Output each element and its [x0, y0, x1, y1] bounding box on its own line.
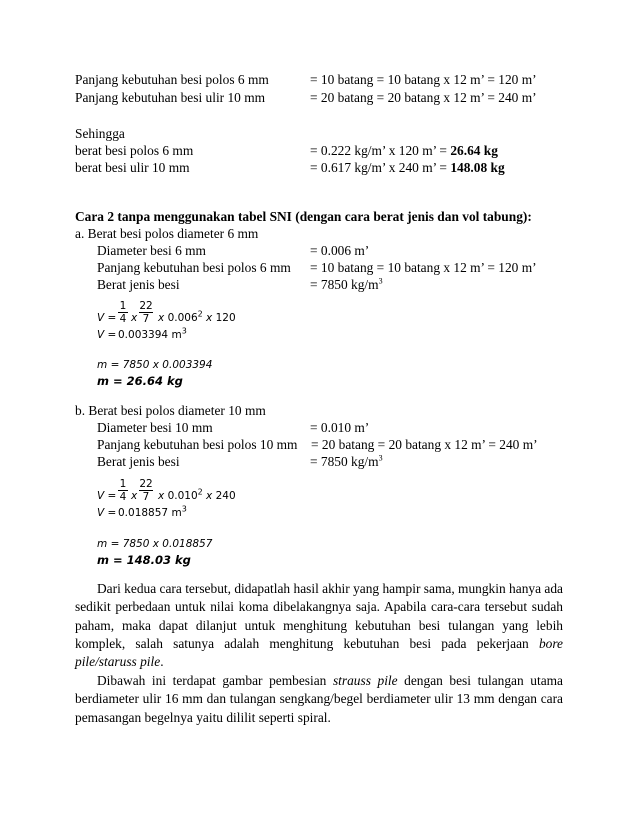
b-pjg-label: Panjang kebutuhan besi polos 10 mm — [97, 437, 298, 452]
b-frac-22-7: 22 7 — [139, 478, 153, 503]
a-pjg-label: Panjang kebutuhan besi polos 6 mm — [97, 260, 291, 275]
a-bj-label: Berat jenis besi — [97, 277, 180, 292]
b-bj-value: = 7850 $kg/m^3$ — [310, 453, 383, 469]
b-pjg-value: = 20 batang = 20 batang x 12 m’ = 240 m’ — [311, 437, 538, 452]
bore-pile-term: bore pile/staruss pile — [75, 635, 563, 670]
a-frac-22-7: 22 7 — [139, 300, 153, 325]
row2-label: Panjang kebutuhan besi ulir 10 mm — [75, 90, 266, 105]
strauss-pile-term: strauss pile — [332, 673, 398, 688]
b-v-res: 0.018857 $m^3$ — [118, 504, 187, 519]
b-diam-label: Diameter besi 10 mm — [97, 420, 213, 435]
b-m-eq: m = 7850 x 0.018857 — [97, 538, 213, 550]
b-m-result: m = 148.03 kg — [97, 553, 191, 567]
row4-result: 148.08 kg — [450, 160, 505, 175]
a-v-rest: x 0.006$^2$ x 120 — [158, 309, 236, 324]
paragraph-conclusion: Dari kedua cara tersebut, didapatlah hasil akhir yang hampir sama, mungkin hanya ada sedikit perbedaan untuk nilai koma dibelakangnya saja. Apabila cara-cara tersebut sudah paham, maka dapat dilanjut untuk menghitung kebutuhan besi tulangan yang lebih komplek, salah satunya adalah menghitung kebutuhan besi pada pekerjaan bore pile/staruss pile. — [75, 581, 563, 670]
row2-value: = 20 batang = 20 batang x 12 m’ = 240 m’ — [310, 90, 537, 105]
b-bj-label: Berat jenis besi — [97, 454, 180, 469]
row1-value: = 10 batang = 10 batang x 12 m’ = 120 m’ — [310, 72, 537, 87]
row3-label: berat besi polos 6 mm — [75, 143, 194, 158]
a-m-result: m = 26.64 kg — [97, 374, 183, 388]
b-v-eq: V = — [97, 490, 117, 502]
section-b-title: b. Berat besi polos diameter 10 mm — [75, 403, 266, 418]
row1-label: Panjang kebutuhan besi polos 6 mm — [75, 72, 269, 87]
a-diam-label: Diameter besi 6 mm — [97, 243, 206, 258]
sehingga-text: Sehingga — [75, 126, 125, 141]
b-diam-value: = 0.010 m’ — [310, 420, 370, 435]
a-v-eq: V = — [97, 312, 117, 324]
paragraph-strauss-pile: Dibawah ini terdapat gambar pembesian strauss pile dengan besi tulangan utama berdiameter ulir 16 mm dan tulangan sengkang/begel berdiameter ulir 13 mm dengan cara pemasangan begelnya yaitu dililit seperti spiral. — [75, 673, 563, 725]
a-diam-value: = 0.006 m’ — [310, 243, 370, 258]
a-pjg-value: = 10 batang = 10 batang x 12 m’ = 120 m’ — [310, 260, 537, 275]
a-v-res: 0.003394 $m^3$ — [118, 326, 187, 341]
a-bj-value: = 7850 $kg/m^3$ — [310, 276, 383, 292]
row3-result: 26.64 kg — [450, 143, 498, 158]
a-v-res-eq: V = — [97, 329, 117, 341]
b-v-res-eq: V = — [97, 507, 117, 519]
a-m-eq: m = 7850 x 0.003394 — [97, 359, 213, 371]
row3-value: = 0.222 kg/m’ x 120 m’ = 26.64 kg — [310, 143, 498, 158]
a-x1: x — [131, 312, 138, 324]
b-v-rest: x 0.010$^2$ x 240 — [158, 487, 236, 502]
section-a-title: a. Berat besi polos diameter 6 mm — [75, 226, 259, 241]
row4-value: = 0.617 kg/m’ x 240 m’ = 148.08 kg — [310, 160, 505, 175]
b-frac-1-4: 1 4 — [119, 478, 127, 503]
a-frac-1-4: 1 4 — [119, 300, 127, 325]
cara2-heading: Cara 2 tanpa menggunakan tabel SNI (dengan cara berat jenis dan vol tabung): — [75, 209, 532, 224]
row4-label: berat besi ulir 10 mm — [75, 160, 190, 175]
b-x1: x — [131, 490, 138, 502]
